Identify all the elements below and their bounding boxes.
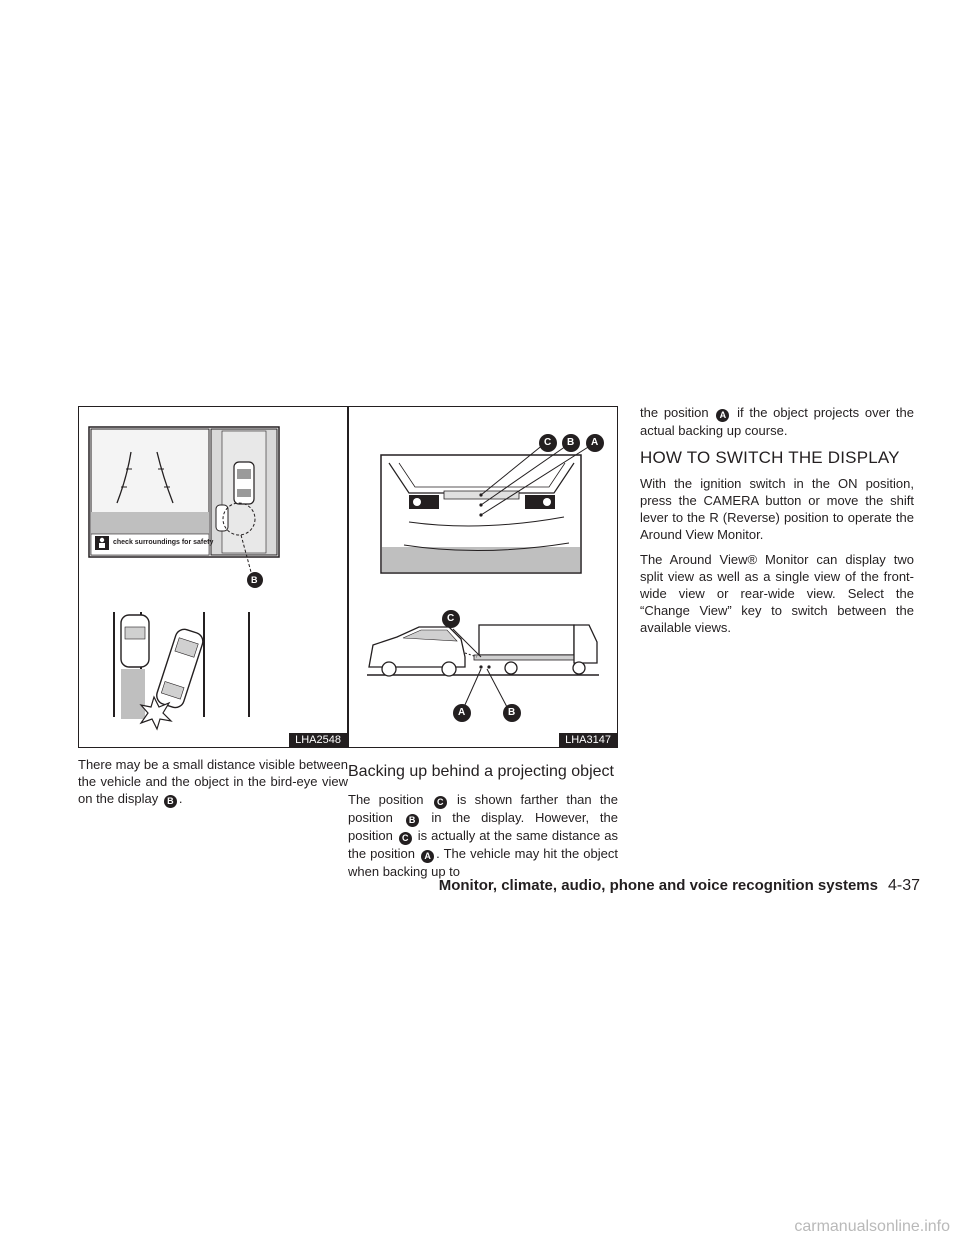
callout-b-bottom: B <box>508 707 516 718</box>
column-2 <box>348 756 618 888</box>
callout-c-bottom: C <box>447 613 455 624</box>
switch-display-paragraph-1: With the ignition switch in the ON position, press the CAMERA button or move the shift lever to the R (Reverse) position to operate the Around View Monitor. <box>640 476 914 542</box>
bird-eye-paragraph: There may be a small distance visible between the vehicle and the object in the bird-eye view on the display B . <box>78 757 348 806</box>
screen-warning-text: check surroundings for safety <box>113 539 214 546</box>
figure-id-label: LHA3147 <box>559 733 617 747</box>
ref-b-icon: B <box>164 795 177 808</box>
column-3 <box>640 404 914 644</box>
footer-section-title: Monitor, climate, audio, phone and voice recognition systems <box>438 877 878 894</box>
callout-a-bottom: A <box>458 707 466 718</box>
watermark-text: carmanualsonline.info <box>794 1218 950 1235</box>
projecting-object-paragraph: The position C is shown farther than the position B in the display. However, the position C is actually at the same distance as the position A . The vehicle may hit the object when backing up to <box>348 792 618 879</box>
bird-eye-illustration <box>79 407 347 747</box>
figure-bird-eye-view <box>78 406 348 748</box>
projecting-object-illustration <box>349 407 617 747</box>
callout-c-top: C <box>544 437 552 448</box>
callout-b-top: B <box>567 437 575 448</box>
continued-paragraph: the position A if the object projects over the actual backing up course. <box>640 405 914 438</box>
section-subheading: Backing up behind a projecting object <box>348 763 614 780</box>
ref-c-icon: C <box>399 832 412 845</box>
page-footer <box>439 877 920 895</box>
ref-c-icon: C <box>434 796 447 809</box>
ref-b-icon: B <box>406 814 419 827</box>
figure-projecting-object <box>348 406 618 748</box>
column-1 <box>78 756 348 816</box>
section-heading: HOW TO SWITCH THE DISPLAY <box>640 448 900 467</box>
ref-a-icon: A <box>716 409 729 422</box>
ref-a-icon: A <box>421 850 434 863</box>
switch-display-paragraph-2: The Around View® Monitor can display two split view as well as a single view of the front-wide view or rear-wide view. Select the “Change View” key to switch between the available views. <box>640 552 914 635</box>
callout-b-label: B <box>251 575 258 585</box>
page-number: 4-37 <box>887 877 920 894</box>
callout-a-top: A <box>591 437 599 448</box>
figure-id-label: LHA2548 <box>289 733 347 747</box>
